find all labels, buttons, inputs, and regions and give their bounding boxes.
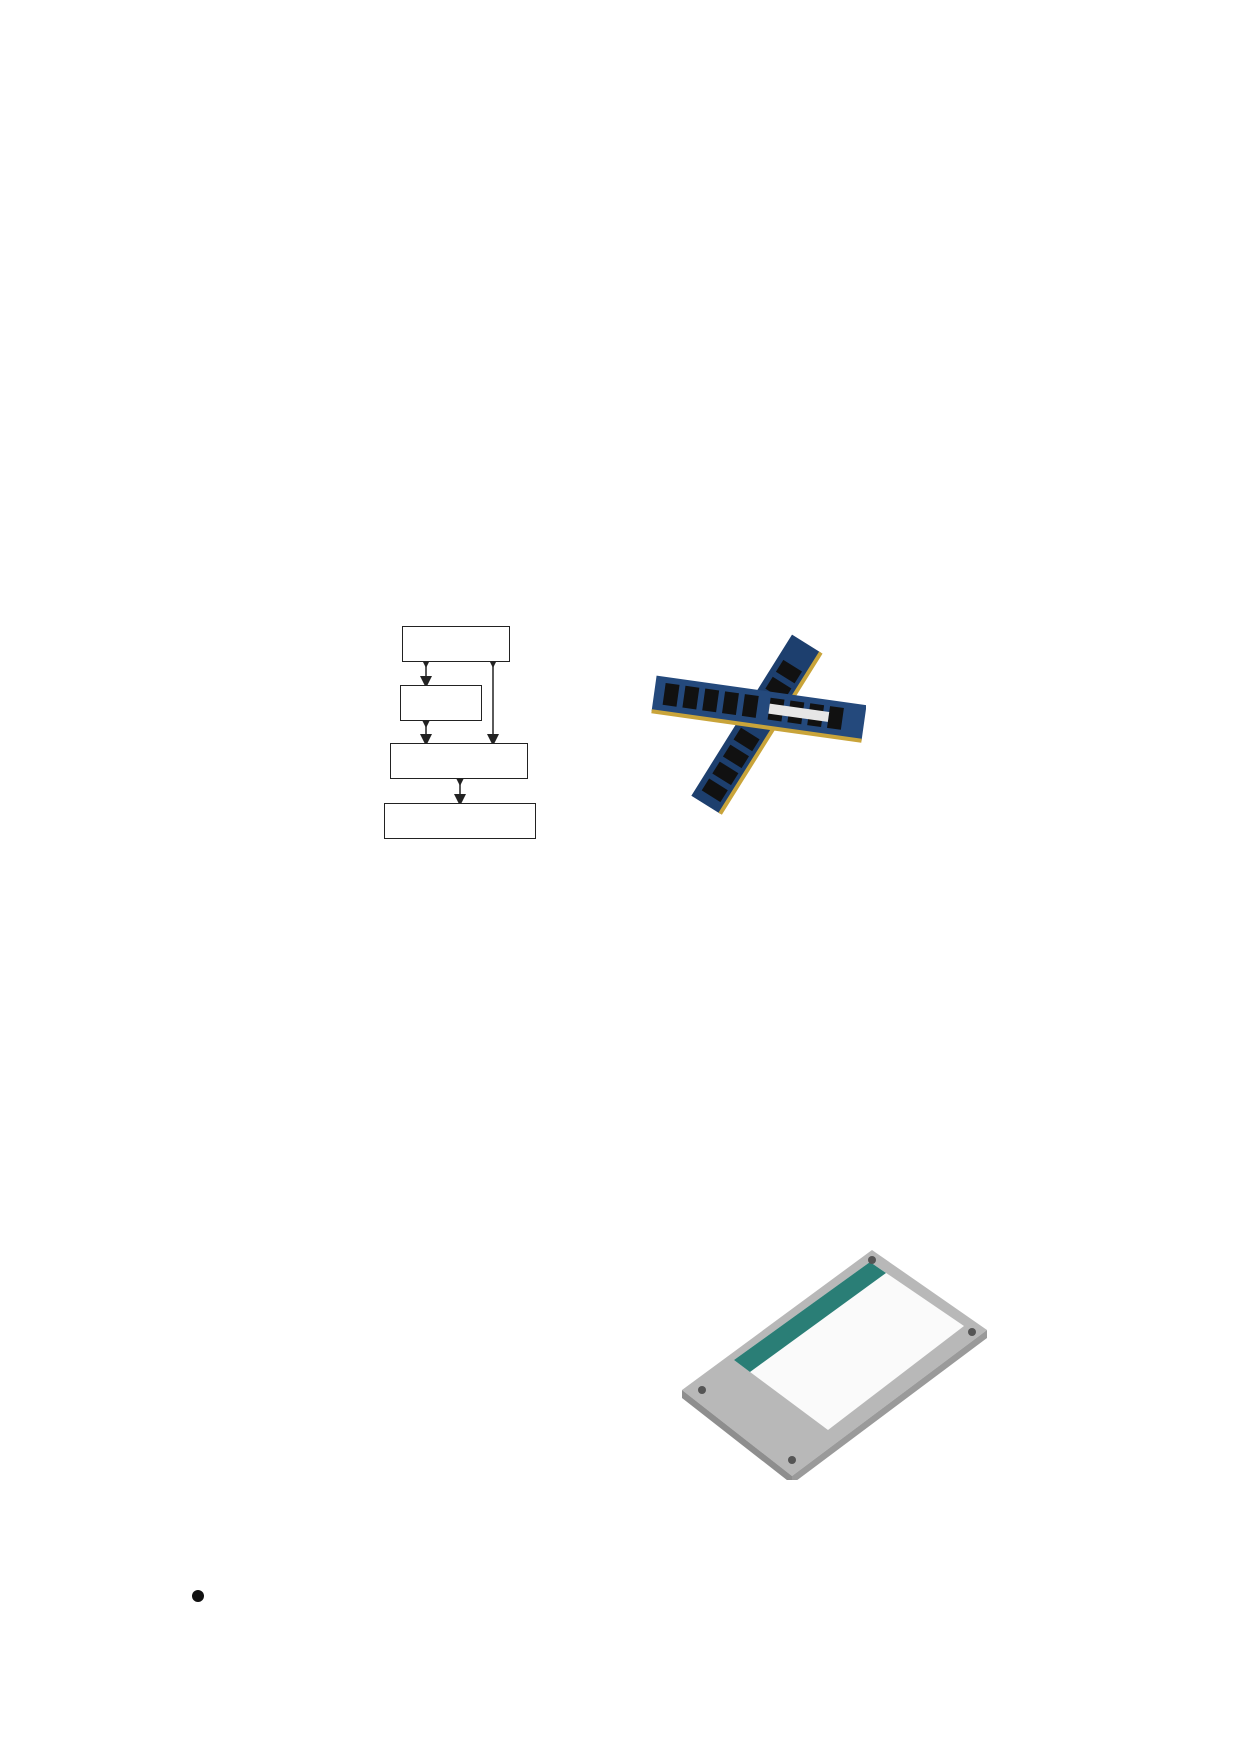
- ssd-image: [672, 1240, 992, 1480]
- ram-image: [646, 630, 866, 830]
- aux-storage-box: [384, 803, 536, 839]
- cache-box: [400, 685, 482, 721]
- tips-bullet: [192, 1580, 1072, 1610]
- bullet-icon: [192, 1590, 204, 1602]
- main-memory-box: [390, 743, 528, 779]
- storage-hierarchy-diagram: [380, 622, 540, 842]
- cpu-box: [402, 626, 510, 662]
